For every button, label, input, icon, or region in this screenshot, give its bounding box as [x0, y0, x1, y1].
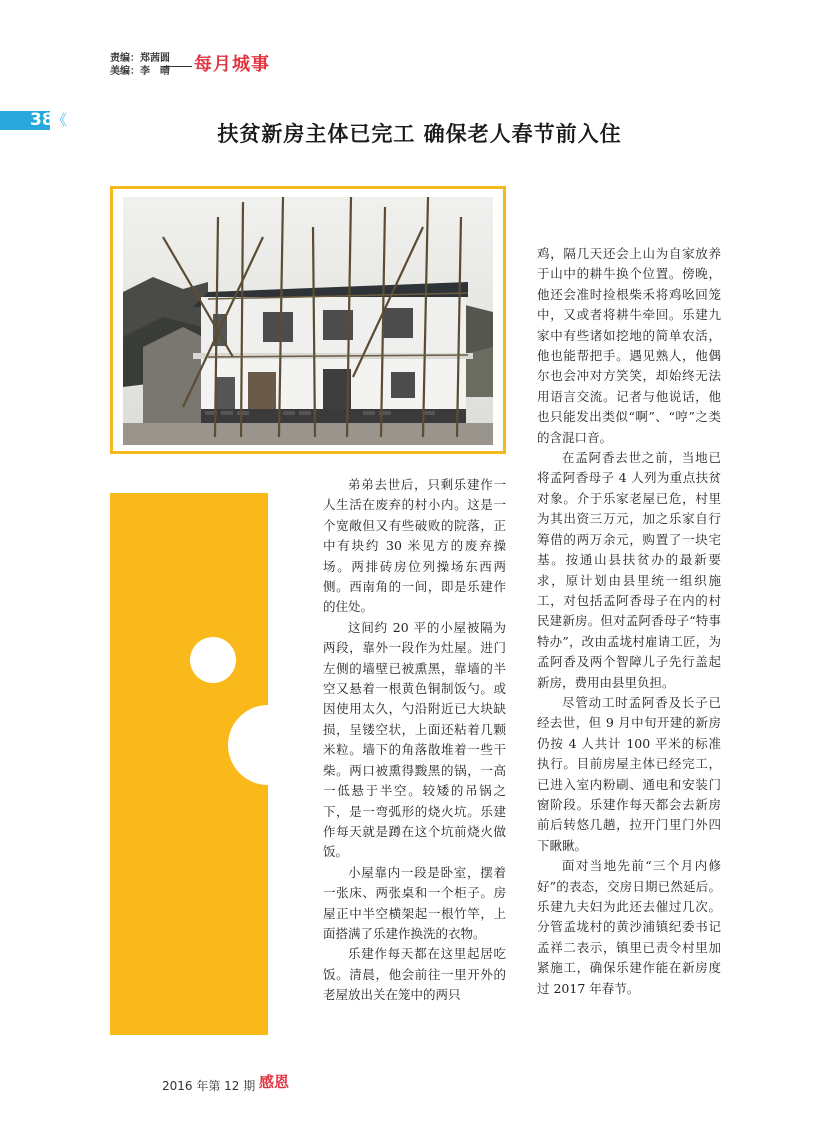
- article-column-2: [537, 244, 721, 999]
- page-chevron-icon: 《: [52, 111, 68, 129]
- page-number: 38: [30, 110, 54, 130]
- article-title: 扶贫新房主体已完工 确保老人春节前入住: [217, 122, 622, 146]
- paragraph: 尽管动工时孟阿香及长子已经去世，但 9 月中旬开建的新房仍按 4 人共计 100 平米的标准执行。目前房屋主体已经完工，已进入室内粉刷、通电和安装门窗阶段。乐建作每天都会去新房前后转悠几趟，拉开门里门外四下瞅瞅。: [537, 694, 721, 853]
- article-column-1: [323, 475, 506, 1006]
- designer-credit: 美编：李 晴: [110, 66, 170, 77]
- section-title: 每月城事: [194, 54, 270, 75]
- paragraph: 在孟阿香去世之前，当地已将孟阿香母子 4 人列为重点扶贫对象。介于乐家老屋已危，村里为其出资三万元，加之乐家自行筹借的两万余元，购置了一块宅基。按通山县扶贫办的最新要求，原计划由县里统一组织施工，对包括孟阿香母子在内的村民建新房。但对孟阿香母子“特事特办”，改由孟垅村雇请工匠，为孟阿香及两个智障儿子先行盖起新房，费用由县里负担。: [537, 450, 721, 690]
- paragraph: 这间约 20 平的小屋被隔为两段，靠外一段作为灶屋。进门左侧的墙壁已被熏黑，靠墙的半空又悬着一根黄色铜制饭勺。或因使用太久，勺沿附近已大块缺损，呈镂空状，上面还粘着几颗米粒。墙下的角落散堆着一些干柴。两口被熏得黢黑的锅，一高一低悬于半空。较矮的吊锅之下，是一弯弧形的烧火坑。乐建作每天就是蹲在这个坑前烧火做饭。: [323, 619, 506, 860]
- paragraph-continued: 鸡，隔几天还会上山为自家放养于山中的耕牛换个位置。傍晚，他还会准时捡根柴禾将鸡吆回笼中，又或者将耕牛牵回。乐建九家中有些诸如挖地的简单农活，他也能帮把手。遇见熟人，他偶尔也会冲对方笑笑，却始终无法用语言交流。记者与他说话，他也只能发出类似“啊”、“哼”之类的含混口音。: [537, 246, 721, 445]
- header-editors: [110, 52, 170, 78]
- paragraph: 小屋靠内一段是卧室，摆着一张床、两张桌和一个柜子。房屋正中半空横架起一根竹竿，上面搭满了乐建作换洗的衣物。: [323, 864, 506, 941]
- header-divider: [162, 66, 192, 67]
- decorative-circle-icon: [190, 637, 236, 683]
- magazine-logo: 感恩: [259, 1073, 290, 1091]
- paragraph: 乐建作每天都在这里起居吃饭。清晨，他会前往一里开外的老屋放出关在笼中的两只: [323, 946, 506, 1003]
- issue-info: 2016 年第 12 期: [162, 1079, 256, 1093]
- decorative-yellow-panel: [110, 493, 268, 1035]
- paragraph: 面对当地先前“三个月内修好”的表态，交房日期已然延后。乐建九夫妇为此还去催过几次。分管孟垅村的黄沙浦镇纪委书记孟祥二表示，镇里已责令村里加紧施工，确保乐建作能在新房度过 2017 年春节。: [537, 858, 721, 996]
- photo-frame: [110, 186, 506, 454]
- house-photo: [123, 197, 493, 445]
- decorative-half-circle-icon: [228, 705, 308, 785]
- paragraph: 弟弟去世后，只剩乐建作一人生活在废弃的村小内。这是一个宽敞但又有些破败的院落，正中有块约 30 米见方的废弃操场。两排砖房位列操场东西两侧。西南角的一间，即是乐建作的住处。: [323, 477, 506, 615]
- editor-credit: 责编：郑茜圆: [110, 53, 170, 64]
